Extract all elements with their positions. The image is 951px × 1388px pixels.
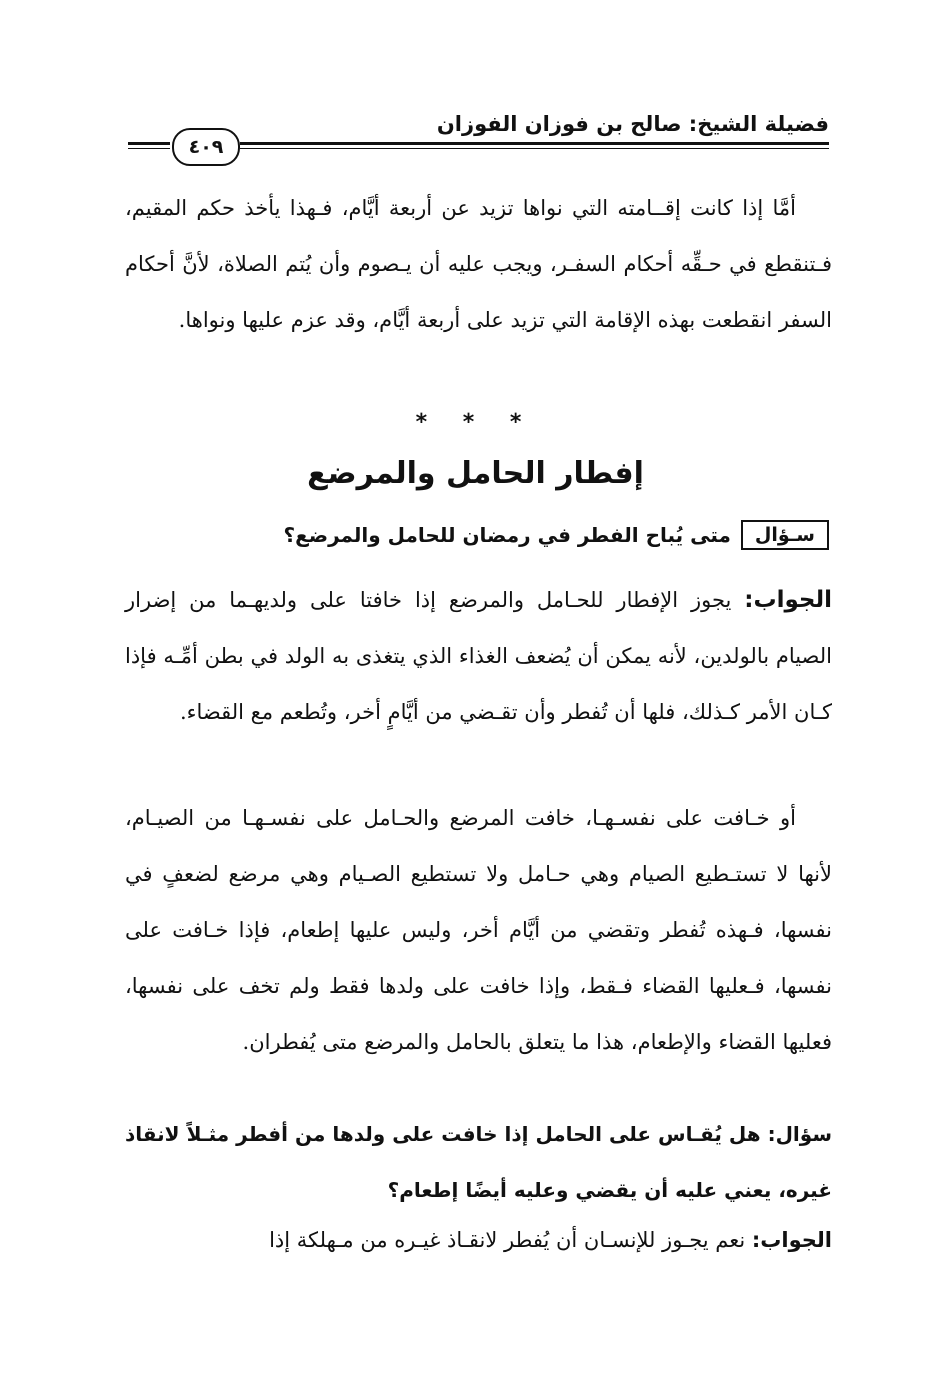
- section-separator: * * *: [415, 410, 536, 435]
- question-2: سؤال: هل يُقـاس على الحامل إذا خافت على ولدها من أفطر مثـلاً لانقاذ غيره، يعني عليه أن يقضي وعليه أيضًا إطعام؟: [125, 1122, 832, 1202]
- page-number: ٤٠٩: [172, 128, 240, 166]
- header-rule-thin: [240, 148, 829, 149]
- section-heading: إفطار الحامل والمرضع: [307, 456, 644, 491]
- paragraph-self-fear: أو خـافت على نفسـهـا، خافت المرضع والحـامل على نفسـهـا من الصيـام، لأنها لا تستـطيع الصيام وهي حـامل ولا تستطيع الصـيام وهي مرضع لضعفٍ في نفسها، فـهذه تُفطر وتقضي من أيَّام أخر، وليس عليها إطعام، فإذا خـافت على نفسها، فـعليها القضاء فـقط، وإذا خافت على ولدها فقط ولم تخف على نفسها، فعليها القضاء والإطعام، هذا ما يتعلق بالحامل والمرضع متى يُفطران.: [125, 806, 832, 1054]
- running-header-title: فضيلة الشيخ: صالح بن فوزان الفوزان: [436, 112, 829, 136]
- header-rule-left-thin: [128, 148, 170, 149]
- answer-paragraph: [125, 572, 832, 740]
- question-row: [283, 520, 829, 550]
- header-rule: [240, 142, 829, 145]
- header-rule-left: [128, 142, 170, 145]
- question-text: متى يُباح الفطر في رمضان للحامل والمرضع؟: [283, 523, 731, 547]
- answer-text: يجوز الإفطار للحـامل والمرضع إذا خافتا على ولديهـما من إضرار الصيام بالولدين، لأنه يمكن أن يُضعف الغذاء الذي يتغذى به الولد في بطن أمِّـه فإذا كـان الأمر كـذلك، فلها أن تُفطر وأن تقـضي من أيَّامٍ أخر، وتُطعم مع القضاء.: [125, 588, 832, 724]
- answer-2-text: نعم يجـوز للإنسـان أن يُفطر لانقـاذ غيـره من مـهلكة إذا: [269, 1228, 746, 1252]
- paragraph-residence: أمَّا إذا كانت إقــامته التي نواها تزيد عن أربعة أيَّام، فـهذا يأخذ حكم المقيم، فـتنقطع في حـقِّه أحكام السفـر، ويجب عليه أن يـصوم وأن يُتم الصلاة، لأنَّ أحكام السفر انقطعت بهذه الإقامة التي تزيد على أربعة أيَّام، وقد عزم عليها ونواها.: [125, 196, 832, 332]
- question-label-box: سـؤال: [741, 520, 829, 550]
- answer-label: الجواب:: [744, 587, 832, 613]
- answer-2-paragraph: [125, 1212, 832, 1268]
- answer-2-label: الجواب:: [751, 1228, 832, 1252]
